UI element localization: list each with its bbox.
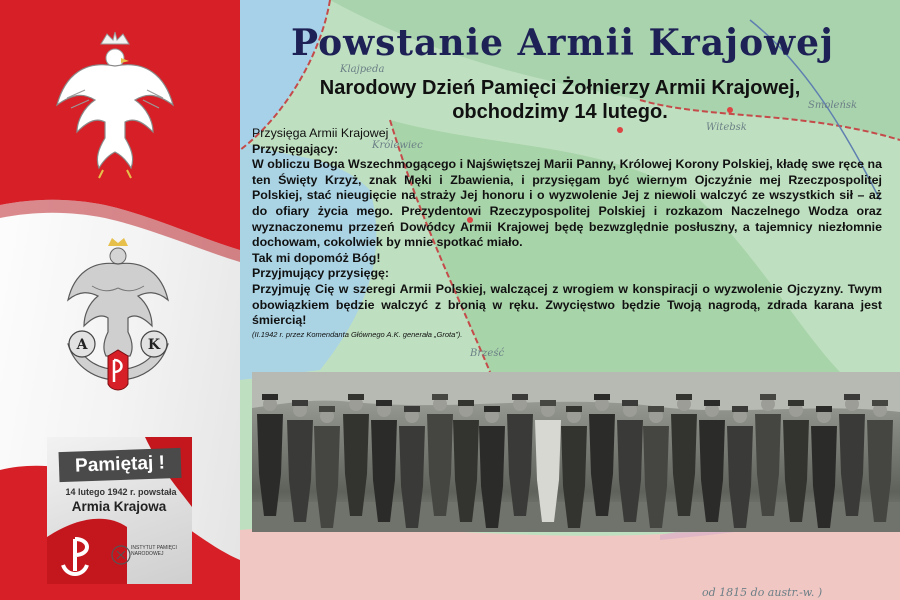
oath-swearer-label: Przysięgający:: [252, 141, 339, 156]
soldiers-silhouettes: [252, 372, 900, 532]
map-label-border-note: od 1815 do austr.-w. ): [702, 586, 823, 599]
poster-name-line: Armia Krajowa: [71, 499, 167, 514]
white-eagle-icon: [55, 30, 175, 180]
oath-source-note: (II.1942 r. przez Komendanta Głównego A.K. generała „Grota”).: [252, 329, 463, 339]
subtitle-line-1: Narodowy Dzień Pamięci Żołnierzy Armii Krajowej,: [319, 77, 801, 99]
emblem-letter-a: A: [76, 337, 88, 353]
map-label-krolewiec: Królewiec: [372, 140, 423, 151]
map-label-brzesc: Brześć: [470, 348, 505, 359]
map-label-smolensk: Smoleńsk: [808, 100, 858, 111]
oath-closing: Tak mi dopomóż Bóg!: [252, 250, 381, 265]
poster-institute-label: INSTYTUT PAMIĘCI NARODOWEJ: [131, 545, 177, 557]
map-label-witebsk: Witebsk: [706, 122, 747, 133]
page-title: Powstanie Armii Krajowej: [290, 22, 835, 64]
page-subtitle: [255, 76, 865, 124]
oath-receiver-text: Przyjmuję Cię w szeregi Armii Polskiej, walczącej z wrogiem w konspiracji o wyzwolenie Ojczyzny. Twym obowiązkiem będzie walczyć z bronią w ręku. Zwycięstwo będzie Twoją nagrodą, zdrada karana jest śmiercią!: [252, 281, 882, 328]
flag-panel: [0, 0, 240, 600]
poster-headline: Pamiętaj !: [59, 448, 182, 482]
soldier-figure: [589, 394, 615, 516]
soldier-figure: [343, 394, 369, 516]
soldier-figure: [507, 394, 533, 516]
oath-receiver-label: Przyjmujący przysięgę:: [252, 266, 390, 281]
soldier-figure: [427, 394, 453, 516]
oath-heading: Przysięga Armii Krajowej: [252, 126, 389, 140]
oath-text-block: [252, 126, 882, 340]
oath-body: W obliczu Boga Wszechmogącego i Najświętszej Marii Panny, Królowej Korony Polskiej, kładę swe ręce na ten Święty Krzyż, znak Męki i Zbawienia, i przysięgam być wiernym Ojczyźnie mej Rzeczpospolitej Polskiej, stać nieugięcie na straży Jej honoru i o wyzwolenie Jej z niewoli walczyć ze wszystkich sił – aż do ofiary życia mego. Prezydentowi Rzeczypospolitej Polskiej i rozkazom Naczelnego Wodza oraz wyznaczonemu przezeń Dowódcy Armii Krajowej będę bezwzględnie posłuszny, a tajemnicy niezłomnie dochowam, cokolwiek by mnie spotkać miało.: [252, 157, 882, 250]
soldier-figure: [755, 394, 781, 516]
emblem-letter-k: K: [147, 337, 161, 353]
armia-krajowa-emblem: [62, 232, 174, 412]
soldier-figure: [671, 394, 697, 516]
soldier-figure: [257, 394, 283, 516]
soldier-figure: [839, 394, 865, 516]
soldiers-group-photo: [252, 372, 900, 532]
map-label-klaipeda: Klajpeda: [340, 64, 385, 75]
subtitle-line-2: obchodzimy 14 lutego.: [452, 101, 668, 123]
pamietaj-poster: [47, 437, 192, 584]
poster-date-line: 14 lutego 1942 r. powstała: [65, 487, 177, 497]
